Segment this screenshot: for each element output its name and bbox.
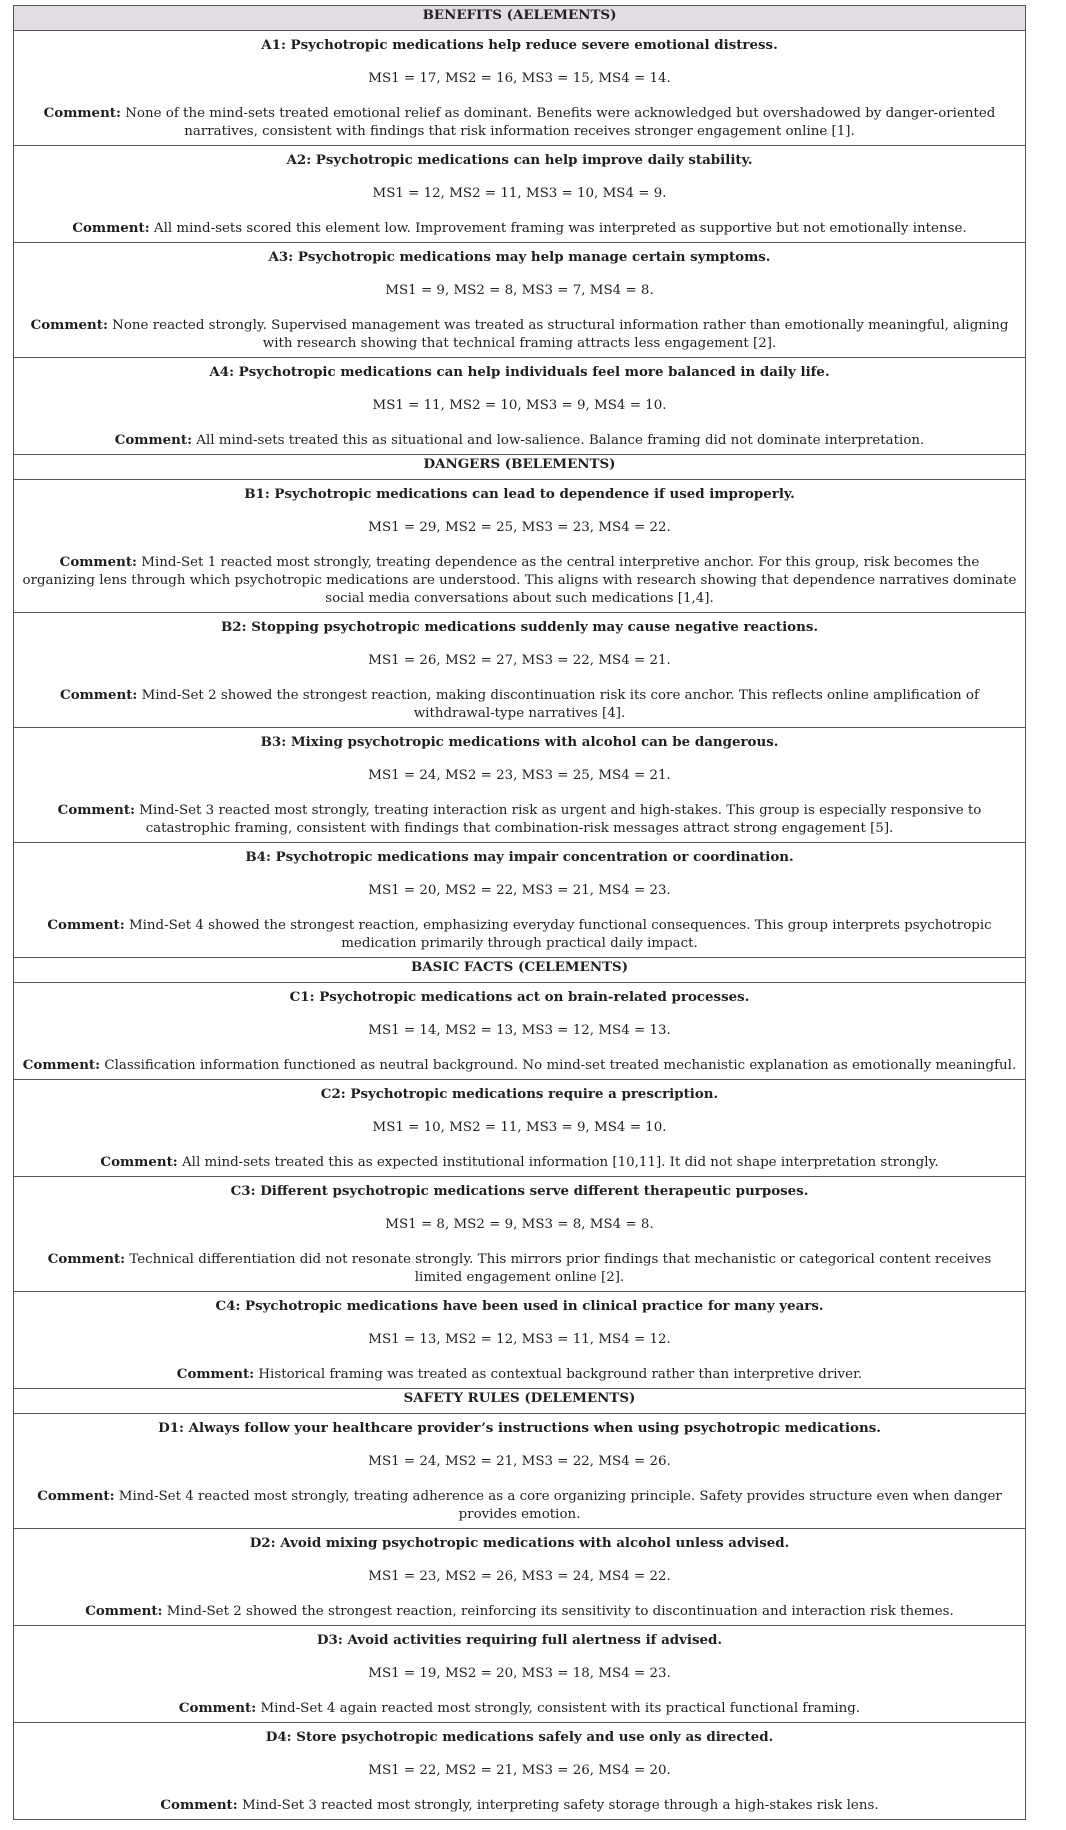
element-row [14,1292,1026,1389]
element-scores: MS1 = 24, MS2 = 23, MS3 = 25, MS4 = 21. [368,768,671,783]
element-comment [22,801,1017,842]
comment-label: Comment: [47,1251,126,1267]
comment-text: Mind-Set 3 reacted most strongly, interpreting safety storage through a high-stakes risk lens. [241,1798,879,1813]
element-cell [14,983,1026,1080]
comment-text: None reacted strongly. Supervised management was treated as structural information rather than emotionally meaningful, aligning with research showing that technical framing attracts less engagement [2]. [112,318,1009,351]
element-title: A4: Psychotropic medications can help individuals feel more balanced in daily life. [209,364,830,380]
element-scores: MS1 = 14, MS2 = 13, MS3 = 12, MS4 = 13. [368,1023,671,1038]
section-heading: BENEFITS (AELEMENTS) [14,6,1026,31]
element-cell [14,1177,1026,1292]
element-row [14,1414,1026,1529]
comment-label: Comment: [85,1603,163,1619]
element-title: A2: Psychotropic medications can help improve daily stability. [286,152,753,168]
element-comment [22,1487,1017,1528]
element-row [14,613,1026,728]
element-scores: MS1 = 29, MS2 = 25, MS3 = 23, MS4 = 22. [368,520,671,535]
element-comment [22,1699,1017,1722]
element-comment [22,1056,1017,1079]
comment-text: Mind-Set 3 reacted most strongly, treating interaction risk as urgent and high-stakes. This group is especially responsive to catastrophic framing, consistent with findings that combination-risk messages attract strong engagement [5]. [139,803,982,836]
section-header-row [14,455,1026,480]
comment-label: Comment: [30,317,108,333]
element-comment [22,431,1017,454]
element-title: B3: Mixing psychotropic medications with alcohol can be dangerous. [260,734,779,750]
element-title: A1: Psychotropic medications help reduce severe emotional distress. [261,37,778,53]
element-cell [14,146,1026,243]
element-title: C4: Psychotropic medications have been used in clinical practice for many years. [215,1298,824,1314]
element-cell [14,358,1026,455]
element-row [14,843,1026,958]
element-comment [22,686,1017,727]
element-comment [22,1796,1017,1819]
element-row [14,728,1026,843]
section-heading: BASIC FACTS (CELEMENTS) [14,958,1026,983]
comment-label: Comment: [176,1366,255,1382]
element-comment [22,316,1017,357]
section-header-row [14,1389,1026,1414]
element-title: D3: Avoid activities requiring full alertness if advised. [316,1632,723,1648]
section-heading: SAFETY RULES (DELEMENTS) [14,1389,1026,1414]
comment-text: None of the mind-sets treated emotional relief as dominant. Benefits were acknowledged but overshadowed by danger-oriented narratives, consistent with findings that risk information receives stronger engagement online [1]. [125,106,996,139]
element-row [14,1529,1026,1626]
comment-text: Classification information functioned as neutral background. No mind-set treated mechanistic explanation as emotionally meaningful. [104,1058,1017,1073]
comment-text: Technical differentiation did not resonate strongly. This mirrors prior findings that mechanistic or categorical content receives limited engagement online [2]. [129,1252,992,1285]
element-cell [14,728,1026,843]
element-title: B2: Stopping psychotropic medications suddenly may cause negative reactions. [220,619,819,635]
section-header-row [14,6,1026,31]
element-scores: MS1 = 9, MS2 = 8, MS3 = 7, MS4 = 8. [385,283,654,298]
element-title: D2: Avoid mixing psychotropic medications with alcohol unless advised. [249,1535,790,1551]
element-cell [14,1529,1026,1626]
comment-label: Comment: [43,105,121,121]
element-title: C1: Psychotropic medications act on brain-related processes. [289,989,750,1005]
element-title: C2: Psychotropic medications require a prescription. [320,1086,719,1102]
element-cell [14,480,1026,613]
comment-text: Mind-Set 2 showed the strongest reaction, making discontinuation risk its core anchor. This reflects online amplification of withdrawal-type narratives [4]. [141,688,979,721]
element-scores: MS1 = 22, MS2 = 21, MS3 = 26, MS4 = 20. [368,1763,671,1778]
comment-text: All mind-sets treated this as expected institutional information [10,11]. It did not shape interpretation strongly. [182,1155,939,1170]
element-scores: MS1 = 8, MS2 = 9, MS3 = 8, MS4 = 8. [385,1217,654,1232]
element-title: D1: Always follow your healthcare provider’s instructions when using psychotropic medications. [158,1420,881,1436]
comment-text: All mind-sets scored this element low. Improvement framing was interpreted as supportive but not emotionally intense. [153,221,967,236]
element-title: D4: Store psychotropic medications safely and use only as directed. [265,1729,774,1745]
comment-text: Mind-Set 2 showed the strongest reaction, reinforcing its sensitivity to discontinuation and interaction risk themes. [166,1604,954,1619]
element-comment [22,1250,1017,1291]
comment-label: Comment: [37,1488,115,1504]
element-title: A3: Psychotropic medications may help manage certain symptoms. [268,249,771,265]
comment-label: Comment: [178,1700,257,1716]
element-row [14,480,1026,613]
element-comment [22,219,1017,242]
comment-text: Mind-Set 4 showed the strongest reaction, emphasizing everyday functional consequences. This group interprets psychotropic medication primarily through practical daily impact. [128,918,992,951]
comment-text: All mind-sets treated this as situational and low-salience. Balance framing did not dominate interpretation. [196,433,925,448]
comment-label: Comment: [114,432,193,448]
element-scores: MS1 = 24, MS2 = 21, MS3 = 22, MS4 = 26. [368,1454,671,1469]
element-scores: MS1 = 12, MS2 = 11, MS3 = 10, MS4 = 9. [372,186,667,201]
element-row [14,31,1026,146]
element-scores: MS1 = 13, MS2 = 12, MS3 = 11, MS4 = 12. [368,1332,671,1347]
elements-table [13,5,1026,1820]
element-cell [14,1723,1026,1820]
element-scores: MS1 = 26, MS2 = 27, MS3 = 22, MS4 = 21. [368,653,671,668]
section-header-row [14,958,1026,983]
comment-text: Mind-Set 4 again reacted most strongly, consistent with its practical functional framing. [260,1701,861,1716]
element-comment [22,916,1017,957]
element-row [14,146,1026,243]
element-cell [14,613,1026,728]
element-comment [22,1365,1017,1388]
element-scores: MS1 = 23, MS2 = 26, MS3 = 24, MS4 = 22. [368,1569,671,1584]
element-comment [22,104,1017,145]
comment-label: Comment: [22,1057,101,1073]
comment-label: Comment: [100,1154,178,1170]
comment-text: Mind-Set 1 reacted most strongly, treating dependence as the central interpretive anchor. For this group, risk becomes the organizing lens through which psychotropic medications are understood. This aligns with research showing that dependence narratives dominate social media conversations about such medications [1,4]. [22,555,1017,606]
element-title: B1: Psychotropic medications can lead to dependence if used improperly. [244,486,795,502]
element-row [14,358,1026,455]
element-scores: MS1 = 19, MS2 = 20, MS3 = 18, MS4 = 23. [368,1666,671,1681]
element-row [14,1080,1026,1177]
element-scores: MS1 = 17, MS2 = 16, MS3 = 15, MS4 = 14. [368,71,671,86]
element-cell [14,243,1026,358]
comment-label: Comment: [59,554,137,570]
element-cell [14,1292,1026,1389]
element-comment [22,1153,1017,1176]
element-comment [22,1602,1017,1625]
element-scores: MS1 = 10, MS2 = 11, MS3 = 9, MS4 = 10. [372,1120,667,1135]
element-row [14,983,1026,1080]
element-cell [14,31,1026,146]
element-row [14,1723,1026,1820]
element-cell [14,843,1026,958]
element-cell [14,1080,1026,1177]
element-scores: MS1 = 20, MS2 = 22, MS3 = 21, MS4 = 23. [368,883,671,898]
comment-label: Comment: [160,1797,238,1813]
element-row [14,243,1026,358]
comment-label: Comment: [47,917,125,933]
element-cell [14,1414,1026,1529]
element-row [14,1626,1026,1723]
section-heading: DANGERS (BELEMENTS) [14,455,1026,480]
element-row [14,1177,1026,1292]
comment-text: Historical framing was treated as contextual background rather than interpretive driver. [258,1367,863,1382]
element-cell [14,1626,1026,1723]
element-comment [22,553,1017,612]
element-scores: MS1 = 11, MS2 = 10, MS3 = 9, MS4 = 10. [372,398,667,413]
element-title: B4: Psychotropic medications may impair concentration or coordination. [245,849,794,865]
comment-label: Comment: [72,220,150,236]
element-title: C3: Different psychotropic medications serve different therapeutic purposes. [230,1183,809,1199]
comment-label: Comment: [60,687,138,703]
comment-label: Comment: [57,802,135,818]
comment-text: Mind-Set 4 reacted most strongly, treating adherence as a core organizing principle. Safety provides structure even when danger provides emotion. [118,1489,1002,1522]
